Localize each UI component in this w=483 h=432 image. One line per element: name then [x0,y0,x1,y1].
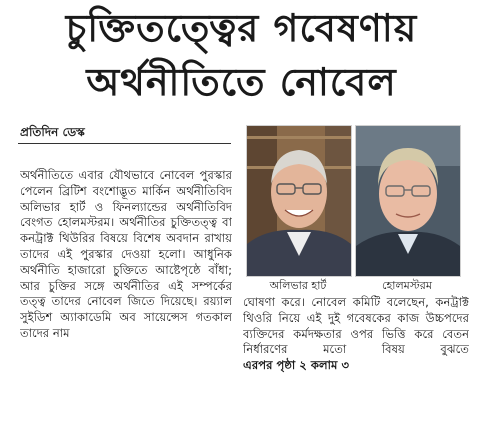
caption-oliver-hart: অলিভার হার্ট [269,279,327,292]
continuation-jump-line: এরপর পৃষ্ঠা ২ কলাম ৩ [243,358,350,373]
portrait-oliver-hart-image [247,126,351,276]
article-column-right-text: ঘোষণা করে। নোবেল কমিটি বলেছেন, কনট্রাক্ট থিওরি নিয়ে এই দুই গবেষকের কাজ উচ্চপদের ব্যক্তিদের কর্মদক্ষতার ওপর ভিত্তি করে বেতন নির্ধারণের মতো বিষয় বুঝতে [243,295,469,357]
portrait-holmstrom [355,125,461,277]
headline-line-2: অর্থনীতিতে নোবেল [86,60,397,104]
portrait-holmstrom-image [356,126,460,276]
byline-divider [18,143,231,144]
article-column-left: অর্থনীতিতে এবার যৌথভাবে নোবেল পুরস্কার পেলেন ব্রিটিশ বংশোদ্ভূত মার্কিন অর্থনীতিবিদ অলিভার হার্ট ও ফিনল্যান্ডের অর্থনীতিবিদ বেংগত হোলমস্টরম। অর্থনীতির চুক্তিতত্ত্ব বা কনট্রাক্ট থিউরির বিষয়ে বিশেষ অবদান রাখায় তাদের এই পুরস্কার দেওয়া হলো। আধুনিক অর্থনীতি হাজারো চুক্তিতে আষ্টেপৃষ্ঠে বাঁধা; আর চুক্তির সঙ্গে অর্থনীতির এই সম্পর্কের তত্ত্ব তাদের নোবেল জিতে দিয়েছে। রয়্যাল সুইডিশ অ্যাকাডেমি অব সায়েন্সেস গতকাল তাদের নাম [20,168,232,340]
article-column-right [243,295,469,420]
byline: প্রতিদিন ডেস্ক [20,125,85,139]
portrait-oliver-hart [246,125,352,277]
headline-line-1: চুক্তিতত্ত্বের গবেষণায় [65,6,418,50]
caption-holmstrom: হোলমস্টরম [382,279,432,292]
